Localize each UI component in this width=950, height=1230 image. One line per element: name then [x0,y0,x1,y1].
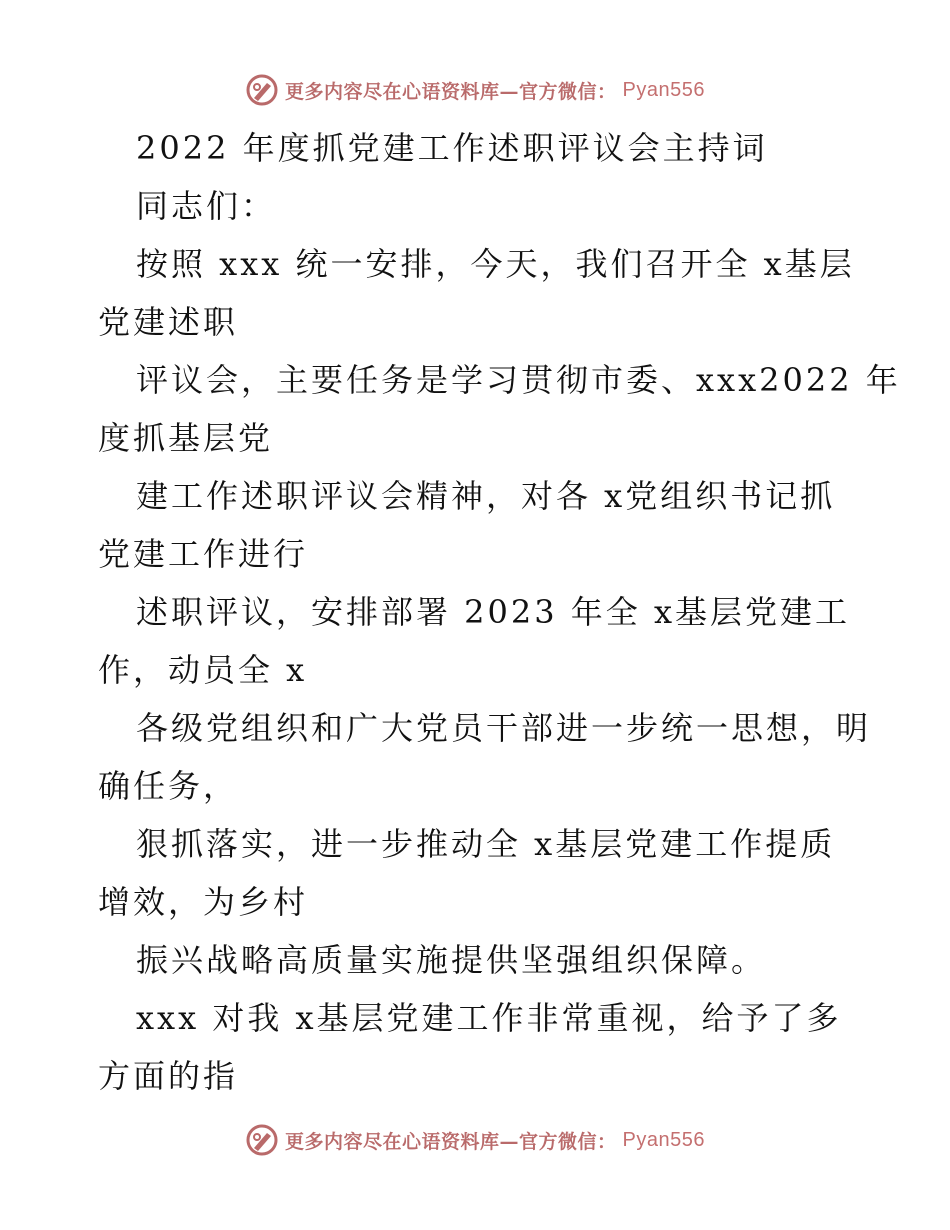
paragraph-line: 建工作述职评议会精神，对各 x党组织书记抓 [136,477,836,515]
paragraph-line: 评议会，主要任务是学习贯彻市委、xxx2022 年 [136,361,901,399]
paragraph-line: 狠抓落实，进一步推动全 x基层党建工作提质 [136,825,836,863]
document-title: 2022 年度抓党建工作述职评议会主持词 [136,129,768,167]
paragraph-line: 振兴战略高质量实施提供坚强组织保障。 [136,941,767,979]
paragraph-line: 度抓基层党 [98,419,274,457]
paragraph-line: 作，动员全 x [98,651,308,689]
watermark-wechat-id: Pyan556 [622,78,705,101]
paragraph-line: 党建工作进行 [98,535,309,573]
watermark-bottom [0,1120,950,1160]
paragraph-line: 方面的指 [98,1057,239,1095]
pen-seal-icon [245,1123,279,1157]
watermark-top [0,70,950,110]
paragraph-line: 按照 xxx 统一安排，今天，我们召开全 x基层 [136,245,855,283]
watermark-wechat-id: Pyan556 [622,1128,705,1151]
pen-seal-icon [245,73,279,107]
paragraph-line: 确任务， [98,767,239,805]
paragraph-line: 各级党组织和广大党员干部进一步统一思想，明 [136,709,872,747]
salutation: 同志们： [136,187,277,225]
watermark-text: 更多内容尽在心语资料库—官方微信： [285,1130,617,1153]
watermark-text: 更多内容尽在心语资料库—官方微信： [285,80,617,103]
paragraph-line: xxx 对我 x基层党建工作非常重视，给予了多 [136,999,842,1037]
paragraph-line: 增效，为乡村 [98,883,309,921]
paragraph-line: 述职评议，安排部署 2023 年全 x基层党建工 [136,593,851,631]
paragraph-line: 党建述职 [98,303,239,341]
